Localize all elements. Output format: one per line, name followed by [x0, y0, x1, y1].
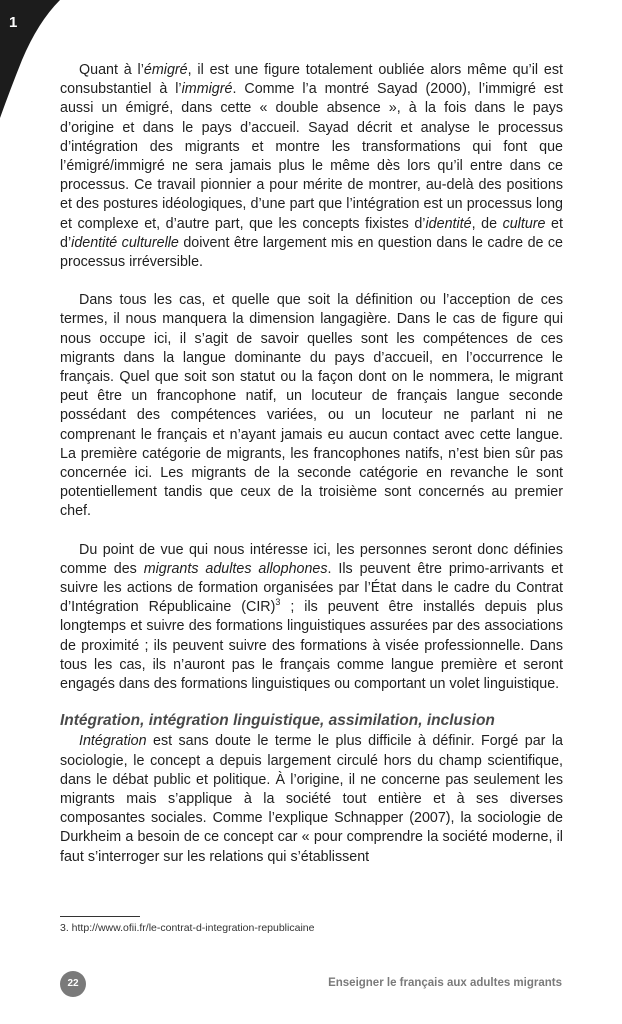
footnote: 3. http://www.ofii.fr/le-contrat-d-integration-republicaine: [60, 922, 315, 934]
footnote-rule: [60, 916, 140, 917]
text-run: Du point de vue qui nous intéresse ici, les personnes seront donc définies comme des: [60, 541, 563, 577]
page-number: 22: [60, 971, 86, 997]
section-paragraph: [60, 732, 563, 866]
text-run: ; ils peuvent être installés depuis plus longtemps et suivre des formations linguistiques assurées par des associations de proximité ; ils peuvent suivre des formations à visée professionnelle. Dans tous les cas, ils n’auront pas le français comme langue première et seront engagés dans des formations linguistiques ou comportant un volet linguistique.: [60, 599, 563, 693]
main-text: [60, 61, 563, 867]
text-run: Quant à l’: [79, 62, 144, 78]
text-run: , il est une figure totalement oubliée alors même qu’il est consubstantiel à l’: [60, 62, 563, 98]
text-run: . Ils peuvent être primo-arrivants et suivre les actions de formation organisées par l’État dans le cadre du Contrat d’Intégration Républicaine (CIR): [60, 560, 563, 616]
chapter-number: 1: [9, 14, 18, 31]
italic-term: identité: [425, 215, 472, 232]
footnote-ref: 3: [275, 597, 281, 608]
text-run: Dans tous les cas, et quelle que soit la définition ou l’acception de ces termes, il nous manquera la dimension langagière. Dans le cas de figure qui nous occupe ici, il s’agit de savoir quelles sont les compétences de ces migrants dans la langue dominante du pays d’accueil, en l’occurrence le français. Quel que soit son statut ou la façon dont on le nommera, le migrant peut être un francophone natif, un locuteur de français langue seconde possédant des compétences variées, ou un locuteur ne parlant ni ne comprenant le français et n’ayant jamais eu aucun contact avec cette langue. La première catégorie de migrants, les francophones natifs, n’est bien sûr pas concernée ici. Les migrants de la seconde catégorie en revanche le sont potentiellement tandis que ceux de la troisième sont concernés au premier chef.: [60, 292, 563, 520]
paragraph-1: [60, 61, 563, 272]
section-heading: Intégration, intégration linguistique, assimilation, inclusion: [60, 712, 495, 730]
italic-term: migrants adultes allophones: [143, 560, 328, 577]
paragraph-2: [60, 291, 563, 521]
running-footer-title: Enseigner le français aux adultes migrants: [328, 977, 562, 989]
italic-term: émigré: [143, 62, 188, 78]
text-run: doivent être largement mis en question dans le cadre de ce processus irréversible.: [60, 234, 563, 271]
italic-term: identité culturelle: [71, 234, 179, 251]
italic-term: culture: [502, 215, 546, 232]
text-run: , de: [471, 215, 503, 232]
paragraph-3: [60, 541, 563, 695]
text-run: . Comme l’a montré Sayad (2000), l’immigré est aussi un émigré, dans cette « double absence », à la fois dans le pays d’origine et dans le pays d’accueil. Sayad décrit et analyse le processus d’intégration des migrants et montre les transformations qui font que l’émigré/immigré ne sera jamais plus le même dès lors qu’il entre dans ce processus. Ce travail pionnier a pour mérite de montrer, au-delà des positions et des postures idéologiques, d’une part que l’intégration est un processus long et complexe et, d’autre part, que les concepts fixistes d’: [60, 81, 563, 232]
italic-term: immigré: [181, 81, 233, 98]
text-run: et d’: [60, 215, 563, 251]
text-run: est sans doute le terme le plus difficile à définir. Forgé par la sociologie, le concept a depuis largement circulé hors du champ scientifique, dans le débat public et politique. À l’origine, il ne concerne pas seulement les migrants mais s’applique à la société tout entière et à ses diverses composantes sociales. Comme l’explique Schnapper (2007), la sociologie de Durkheim a besoin de ce concept car « pour comprendre la société moderne, il faut s’interroger sur les relations qui s’établissent: [60, 733, 563, 865]
italic-term: Intégration: [79, 733, 147, 750]
